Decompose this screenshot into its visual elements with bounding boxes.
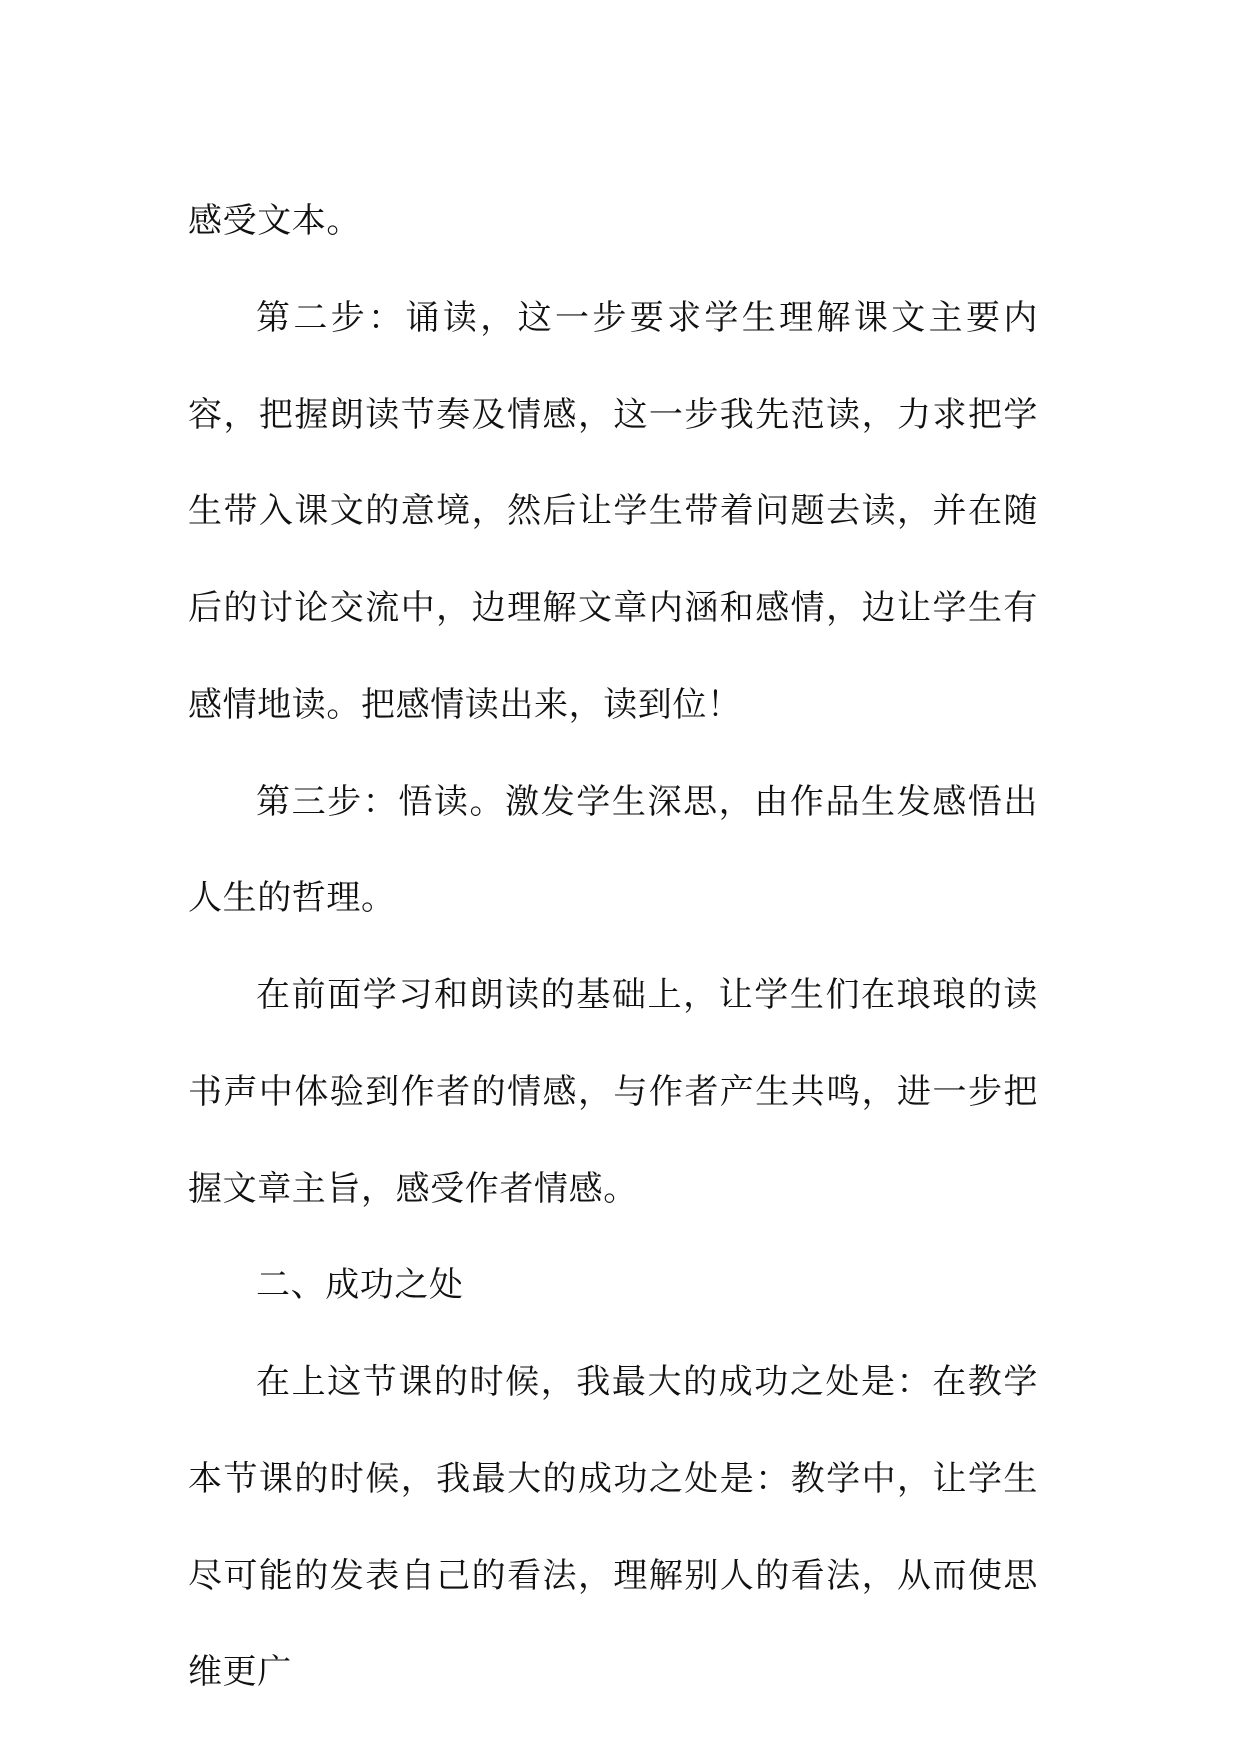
document-body bbox=[188, 173, 1038, 1721]
paragraph-reading-experience: 在前面学习和朗读的基础上，让学生们在琅琅的读书声中体验到作者的情感，与作者产生共鸣，进一步把握文章主旨，感受作者情感。 bbox=[188, 975, 1038, 1209]
paragraph-step-two: 第二步：诵读，这一步要求学生理解课文主要内容，把握朗读节奏及情感，这一步我先范读，力求把学生带入课文的意境，然后让学生带着问题去读，并在随后的讨论交流中，边理解文章内涵和感情，边让学生有感情地读。把感情读出来，读到位！ bbox=[188, 297, 1038, 725]
section-heading-successes: 二、成功之处 bbox=[256, 1265, 464, 1306]
paragraph-continuation: 感受文本。 bbox=[188, 201, 361, 241]
paragraph-step-three: 第三步：悟读。激发学生深思，由作品生发感悟出人生的哲理。 bbox=[188, 781, 1038, 919]
paragraph-successes: 在上这节课的时候，我最大的成功之处是：在教学本节课的时候，我最大的成功之处是：教学中，让学生尽可能的发表自己的看法，理解别人的看法，从而使思维更广 bbox=[188, 1362, 1038, 1693]
